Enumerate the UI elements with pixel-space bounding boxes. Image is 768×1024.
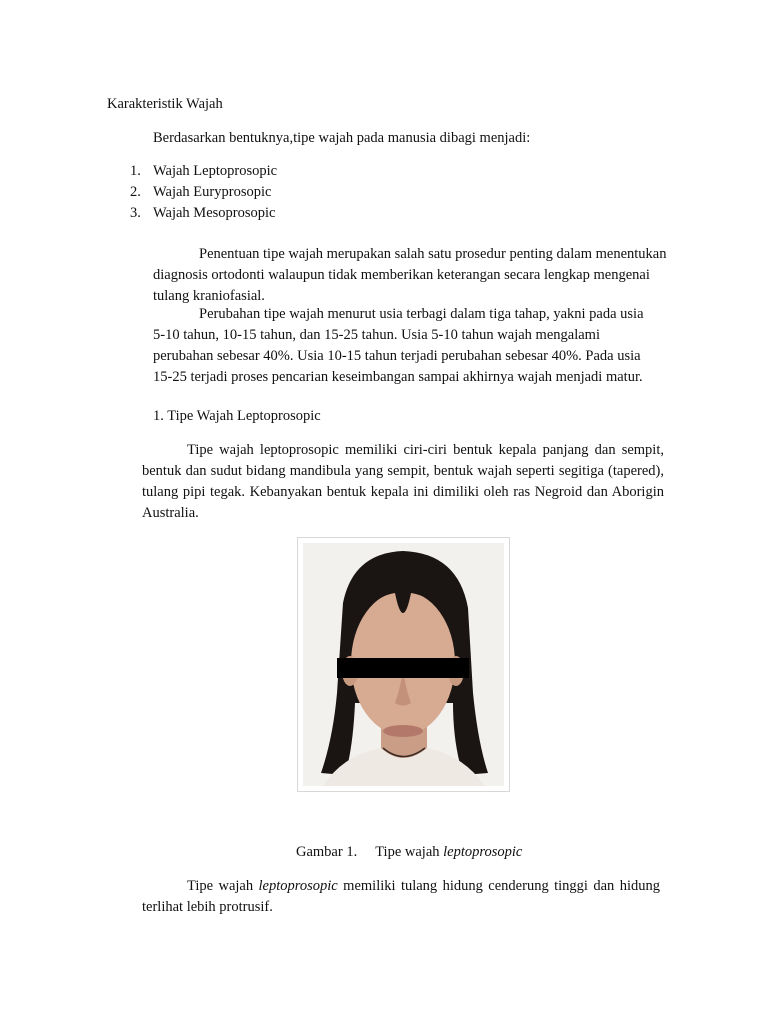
paragraph2-line4: 15-25 terjadi proses pencarian keseimbangan sampai akhirnya wajah menjadi matur.	[153, 369, 643, 385]
list-item-label: Wajah Leptoprosopic	[153, 163, 278, 179]
caption-label: Gambar 1.	[296, 844, 358, 860]
portrait-photo	[303, 543, 504, 786]
closing-after: memiliki tulang hidung cenderung tinggi dan hidung terlihat lebih protrusif.	[142, 878, 660, 915]
paragraph1-line1: Penentuan tipe wajah merupakan salah satu prosedur penting dalam menentukan	[199, 246, 667, 262]
paragraph2-line1: Perubahan tipe wajah menurut usia terbagi dalam tiga tahap, yakni pada usia	[199, 306, 644, 322]
list-item-label: Wajah Mesoprosopic	[153, 205, 276, 221]
paragraph2-line2: 5-10 tahun, 10-15 tahun, dan 15-25 tahun. Usia 5-10 tahun wajah mengalami	[153, 327, 600, 343]
list-item-number: 1.	[130, 163, 141, 179]
list-item-number: 3.	[130, 205, 141, 221]
section1-paragraph: Tipe wajah leptoprosopic memiliki ciri-ciri bentuk kepala panjang dan sempit, bentuk dan sudut bidang mandibula yang sempit, bentuk wajah seperti segitiga (tapered), tulang pipi tegak. Kebanyakan bentuk kepala ini dimiliki oleh ras Negroid dan Aborigin Australia.	[142, 442, 664, 521]
figure-caption	[296, 842, 522, 863]
figure-photo	[297, 537, 510, 792]
portrait-illustration	[303, 543, 504, 786]
paragraph1-line3: tulang kraniofasial.	[153, 288, 265, 304]
section1-title: 1. Tipe Wajah Leptoprosopic	[153, 408, 321, 424]
paragraph1-line2: diagnosis ortodonti walaupun tidak memberikan keterangan secara lengkap mengenai	[153, 267, 650, 283]
closing-term: leptoprosopic	[258, 878, 338, 894]
closing-paragraph	[142, 876, 660, 918]
caption-text: Tipe wajah	[375, 844, 444, 860]
closing-before: Tipe wajah	[187, 878, 259, 894]
section-heading: Karakteristik Wajah	[107, 96, 223, 112]
paragraph2-line3: perubahan sebesar 40%. Usia 10-15 tahun terjadi perubahan sebesar 40%. Pada usia	[153, 348, 641, 364]
list-item-number: 2.	[130, 184, 141, 200]
caption-term: leptoprosopic	[443, 844, 523, 860]
list-item-label: Wajah Euryprosopic	[153, 184, 272, 200]
intro-text: Berdasarkan bentuknya,tipe wajah pada manusia dibagi menjadi:	[153, 130, 531, 146]
